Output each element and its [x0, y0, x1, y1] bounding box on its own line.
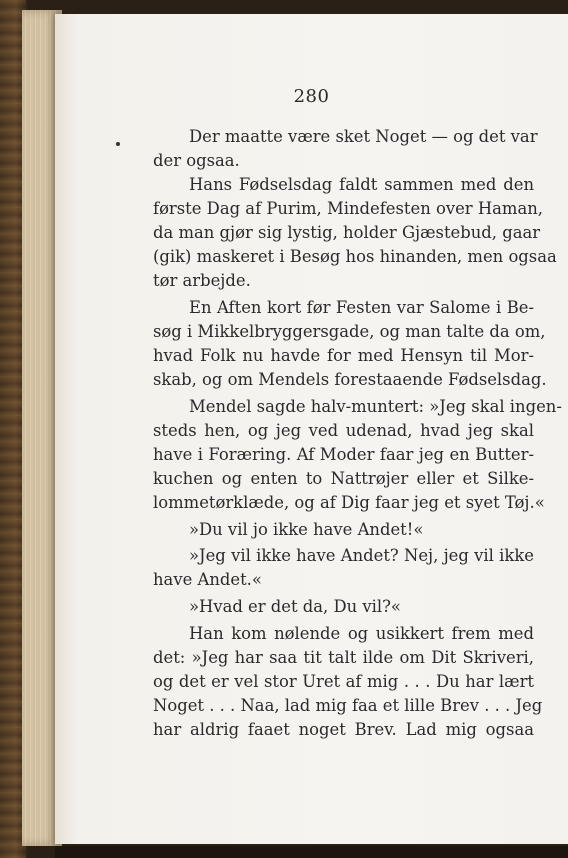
text-line: Der maatte være sket Noget — og det var	[189, 127, 538, 146]
text-line: have Andet.«	[153, 570, 262, 589]
text-line: har aldrig faaet noget Brev. Lad mig ogsaa	[153, 720, 534, 739]
text-line: lommetørklæde, og af Dig faar jeg et syet Tøj.«	[153, 493, 545, 512]
text-line: Han kom nølende og usikkert frem med	[189, 624, 534, 643]
text-line: første Dag af Purim, Mindefesten over Haman,	[153, 199, 543, 218]
bottom-shadow	[55, 846, 568, 858]
text-line: Hans Fødselsdag faldt sammen med den	[189, 175, 534, 194]
text-line: En Aften kort før Festen var Salome i Be-	[189, 298, 534, 317]
text-line: der ogsaa.	[153, 151, 240, 170]
text-line: kuchen og enten to Nattrøjer eller et Silke-	[153, 469, 534, 488]
text-line: steds hen, og jeg ved udenad, hvad jeg skal	[153, 421, 534, 440]
text-line: det: »Jeg har saa tit talt ilde om Dit Skriveri,	[153, 648, 534, 667]
ink-dot	[116, 142, 120, 146]
text-line: »Jeg vil ikke have Andet? Nej, jeg vil ikke	[189, 546, 534, 565]
text-line: Mendel sagde halv-muntert: »Jeg skal ingen-	[189, 397, 562, 416]
text-line: da man gjør sig lystig, holder Gjæstebud, gaar	[153, 223, 541, 242]
text-line: Noget . . . Naa, lad mig faa et lille Brev . . . Jeg	[153, 696, 543, 715]
text-line: tør arbejde.	[153, 271, 251, 290]
page-number: 280	[293, 86, 330, 107]
book-page	[55, 14, 568, 844]
text-line: (gik) maskeret i Besøg hos hinanden, men ogsaa	[153, 247, 557, 266]
text-line: hvad Folk nu havde for med Hensyn til Mor-	[153, 346, 534, 365]
text-line: have i Foræring. Af Moder faar jeg en Butter-	[153, 445, 534, 464]
text-line: søg i Mikkelbryggersgade, og man talte da om,	[153, 322, 546, 341]
text-line: skab, og om Mendels forestaaende Fødselsdag.	[153, 370, 547, 389]
text-line: og det er vel stor Uret af mig . . . Du har lært	[153, 672, 534, 691]
text-line: »Du vil jo ikke have Andet!«	[189, 520, 424, 539]
text-line: »Hvad er det da, Du vil?«	[189, 597, 401, 616]
